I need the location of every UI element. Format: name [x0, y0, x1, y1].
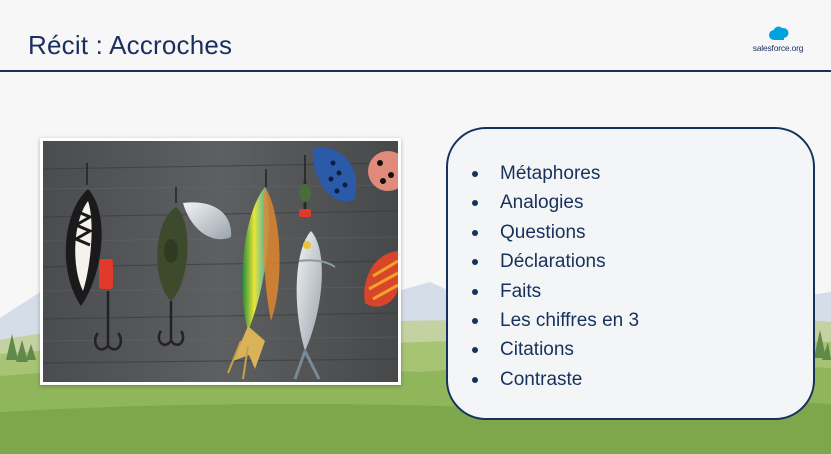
list-item — [472, 188, 639, 217]
bullet-icon — [472, 171, 478, 177]
list-item — [472, 306, 639, 335]
list-item — [472, 365, 639, 394]
list-item — [472, 277, 639, 306]
fishing-lures-photo — [43, 141, 398, 382]
bullet-icon — [472, 230, 478, 236]
list-item — [472, 218, 639, 247]
bullet-icon — [472, 347, 478, 353]
hooks-list — [472, 159, 639, 394]
list-item-text: Contraste — [500, 368, 583, 390]
bullet-icon — [472, 200, 478, 206]
list-item — [472, 159, 639, 188]
salesforce-logo — [748, 26, 808, 56]
list-item-text: Les chiffres en 3 — [500, 309, 640, 331]
photo-frame — [40, 138, 401, 385]
bullet-icon — [472, 318, 478, 324]
title-divider — [0, 70, 831, 72]
slide-title: Récit : Accroches — [28, 30, 233, 60]
list-item-text: Analogies — [500, 192, 584, 214]
bullet-icon — [472, 377, 478, 383]
list-item-text: Déclarations — [500, 251, 606, 273]
bullet-icon — [472, 259, 478, 265]
list-item-text: Faits — [500, 280, 542, 302]
list-item-text: Questions — [500, 221, 586, 243]
bullet-icon — [472, 289, 478, 295]
cloud-icon — [768, 26, 790, 41]
list-item — [472, 335, 639, 364]
logo-text: salesforce.org — [752, 43, 804, 53]
hooks-list-box — [446, 127, 815, 420]
list-item-text: Métaphores — [500, 163, 601, 184]
list-item — [472, 247, 639, 276]
list-item-text: Citations — [500, 339, 574, 361]
